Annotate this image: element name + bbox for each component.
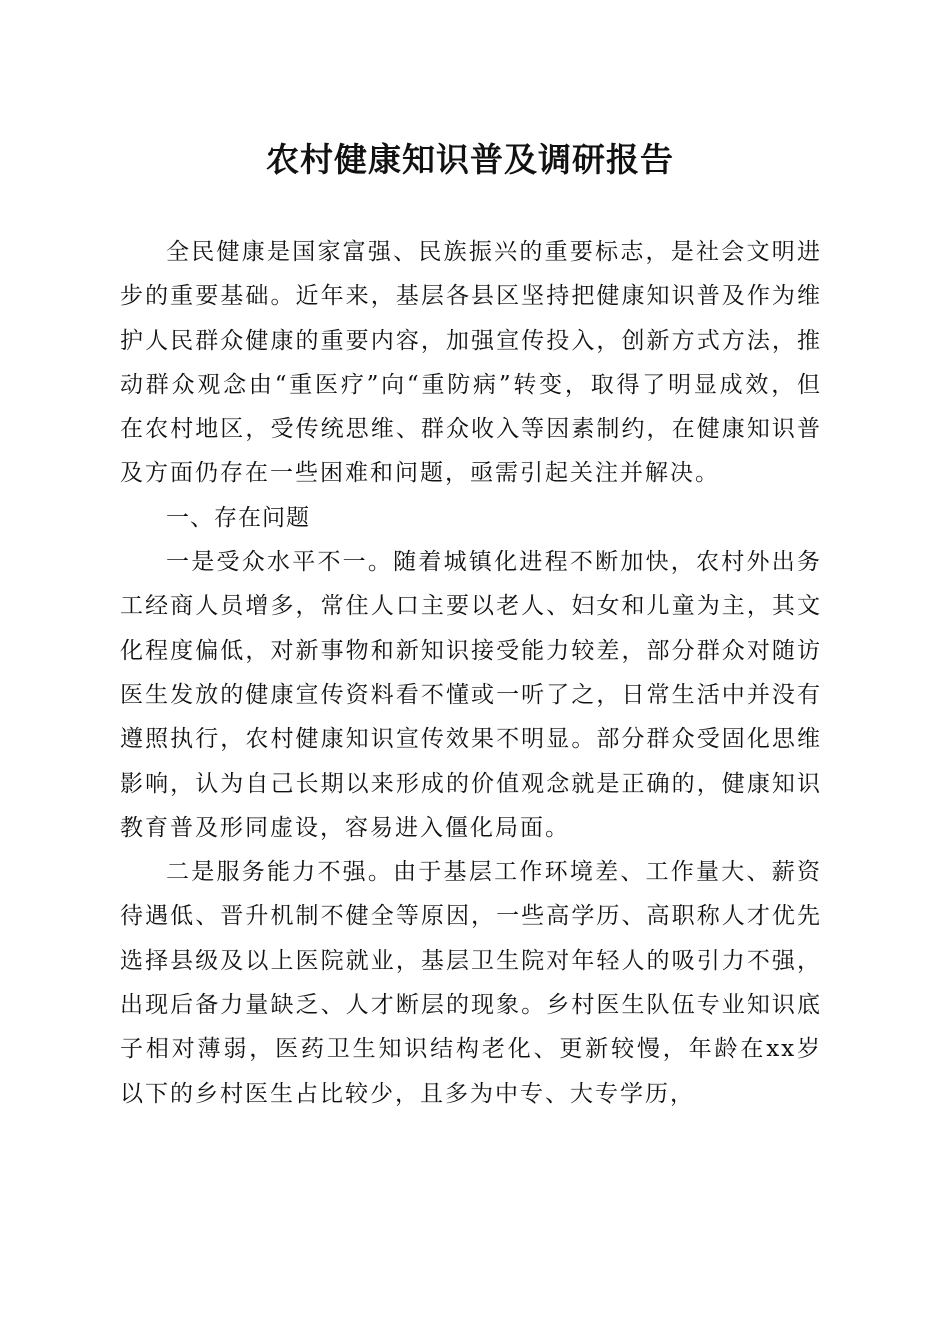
point-1-text: 随着城镇化进程不断加快，农村外出务工经商人员增多，常住人口主要以老人、妇女和儿童为主，其文化程度偏低，对新事物和新知识接受能力较差，部分群众对随访医生发放的健康宣传资料看不懂或一听了之，日常生活中并没有遵照执行，农村健康知识宣传效果不明显。部分群众受固化思维影响，认为自己长期以来形成的价值观念就是正确的，健康知识教育普及形同虚设，容易进入僵化局面。 bbox=[120, 549, 823, 841]
point-1-lead: 一是受众水平不一。 bbox=[166, 549, 394, 576]
point-2-lead: 二是服务能力不强。 bbox=[166, 859, 394, 886]
intro-paragraph: 全民健康是国家富强、民族振兴的重要标志，是社会文明进步的重要基础。近年来，基层各县区坚持把健康知识普及作为维护人民群众健康的重要内容，加强宣传投入，创新方式方法，推动群众观念由“重医疗”向“重防病”转变，取得了明显成效，但在农村地区，受传统思维、群众收入等因素制约，在健康知识普及方面仍存在一些困难和问题，亟需引起关注并解决。 bbox=[120, 239, 822, 487]
point-paragraph-1 bbox=[120, 540, 822, 850]
document-body bbox=[120, 230, 822, 1116]
point-paragraph-2 bbox=[120, 850, 822, 1116]
section-heading-problems: 一、存在问题 bbox=[166, 504, 310, 531]
point-2-text: 由于基层工作环境差、工作量大、薪资待遇低、晋升机制不健全等原因，一些高学历、高职称人才优先选择县级及以上医院就业，基层卫生院对年轻人的吸引力不强，出现后备力量缺乏、人才断层的现象。乡村医生队伍专业知识底子相对薄弱，医药卫生知识结构老化、更新较慢，年龄在xx岁以下的乡村医生占比较少，且多为中专、大专学历， bbox=[120, 859, 823, 1107]
document-title: 农村健康知识普及调研报告 bbox=[266, 140, 674, 179]
